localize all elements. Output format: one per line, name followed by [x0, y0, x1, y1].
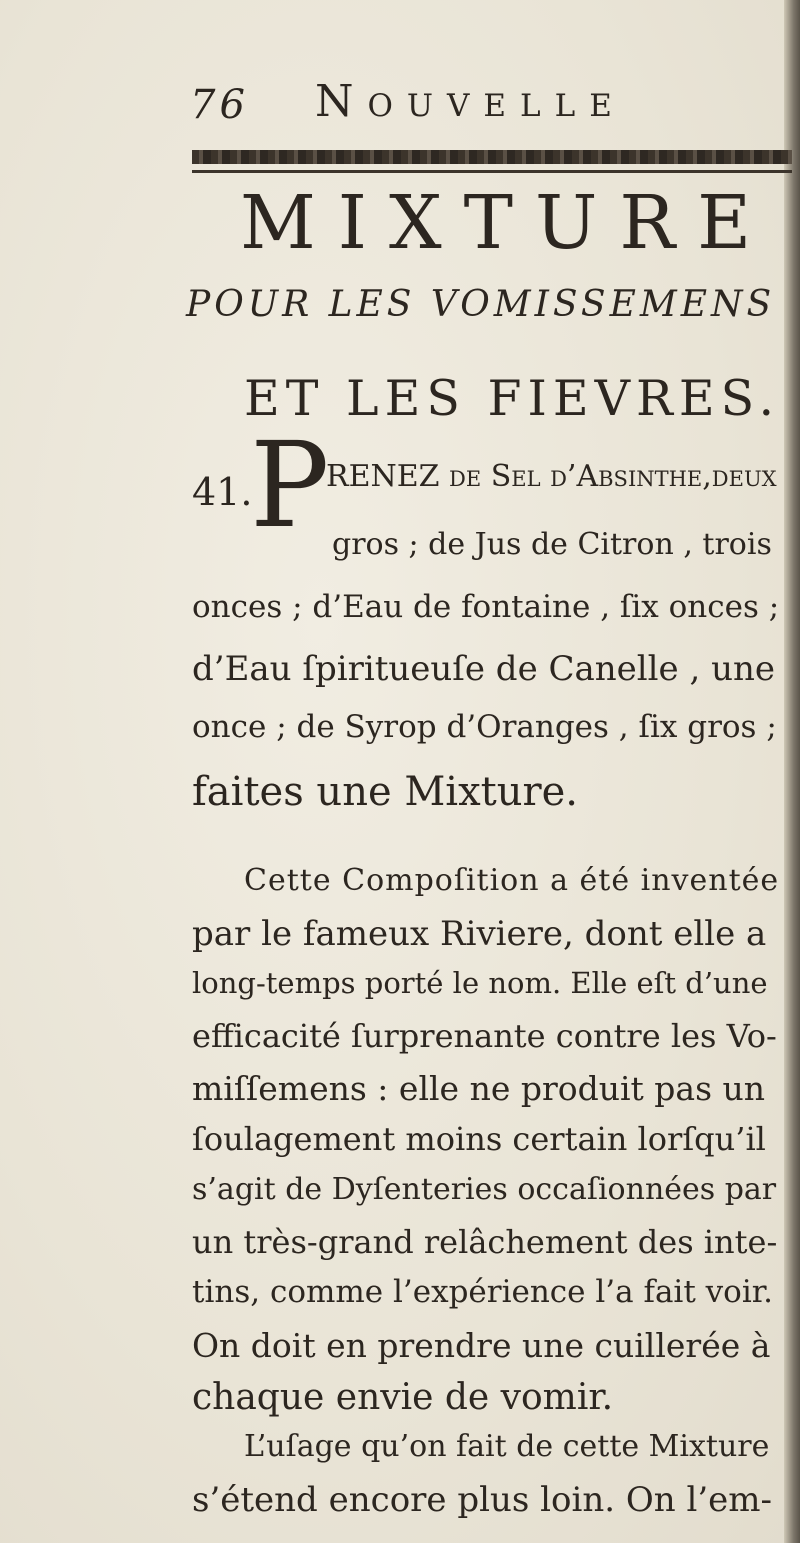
section-title-line-1: MIXTURE: [240, 180, 774, 266]
recipe-line: faites une Mixture.: [192, 769, 578, 815]
recipe-line: gros ; de Jus de Citron , trois: [332, 527, 772, 562]
text-line: efficacité ſurprenante contre les Vo-: [192, 1017, 777, 1055]
text-line: On doit en prendre une cuillerée à: [192, 1326, 771, 1365]
recipe-line: once ; de Syrop d’Oranges , ſix gros ;: [192, 709, 777, 745]
section-title-line-3: ET LES FIEVRES.: [244, 370, 781, 427]
text-line: s’étend encore plus loin. On l’em-: [192, 1480, 772, 1520]
page-number: 76: [190, 82, 249, 128]
text-line: s’agit de Dyſenteries occaſionnées par: [192, 1172, 777, 1207]
text-line: L’uſage qu’on fait de cette Mixture: [244, 1429, 770, 1464]
drop-cap: P: [250, 416, 330, 554]
page-edge-shadow: [784, 0, 800, 1543]
recipe-line: onces ; d’Eau de fontaine , ſix onces ;: [192, 589, 780, 625]
recipe-line: RENEZ de Sel d’Abſinthe,deux: [326, 459, 777, 494]
text-line: un très-grand relâchement des inte-: [192, 1223, 778, 1261]
running-title: Nouvelle: [315, 76, 626, 127]
text-line: Cette Compoſition a été inventée: [244, 863, 780, 898]
section-title-line-2: POUR LES VOMISSEMENS: [186, 284, 776, 325]
running-header: [190, 72, 750, 132]
recipe-number: 41.: [192, 470, 253, 514]
text-line: chaque envie de vomir.: [192, 1377, 614, 1418]
recipe-line: d’Eau ſpiritueuſe de Canelle , une: [192, 649, 776, 689]
text-line: long-temps porté le nom. Elle eſt d’une: [192, 966, 768, 1000]
text-line: tins, comme l’expérience l’a fait voir.: [192, 1274, 774, 1310]
ornamental-rule: [192, 150, 792, 164]
header-divider: [192, 170, 792, 173]
text-line: par le fameux Riviere, dont elle a: [192, 914, 767, 954]
text-line: miſſemens : elle ne produit pas un: [192, 1069, 766, 1108]
text-line: ſoulagement moins certain lorſqu’il: [192, 1120, 766, 1158]
